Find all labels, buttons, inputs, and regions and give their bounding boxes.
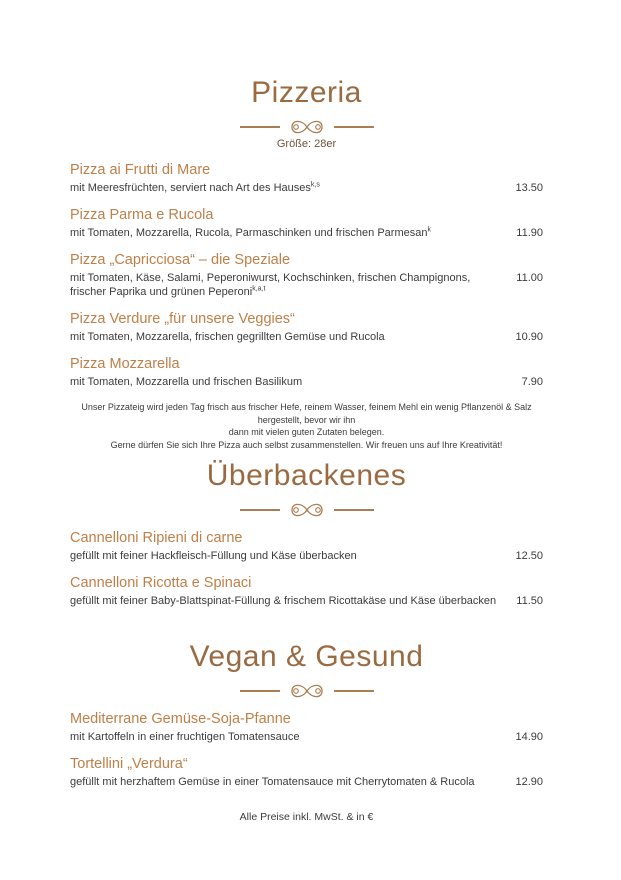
menu-item-price: 12.90 <box>515 776 543 788</box>
menu-item-description-text: gefüllt mit feiner Baby-Blattspinat-Füllung & frischem Ricottakäse und Käse überbacken <box>70 595 497 607</box>
menu-item <box>70 711 543 744</box>
menu-item-price: 13.50 <box>515 182 543 194</box>
menu-item-name: Pizza „Capricciosa“ – die Speziale <box>70 252 291 268</box>
menu-item-description-text: gefüllt mit feiner Hackfleisch-Füllung und Käse überbacken <box>70 550 357 562</box>
menu-item-row <box>70 271 543 285</box>
menu-item-description <box>70 594 499 608</box>
ornament-divider <box>70 682 543 700</box>
allergen-superscript: k <box>427 226 431 234</box>
dough-note-line: Unser Pizzateig wird jeden Tag frisch aus frischer Hefe, reinem Wasser, feinem Mehl ein wenig Pflanzenöl & Salz hergestellt, bevor wir ihn <box>81 402 532 425</box>
menu-item-name: Pizza Parma e Rucola <box>70 207 214 223</box>
menu-item-description-text: gefüllt mit herzhaftem Gemüse in einer Tomatensauce mit Cherrytomaten & Rucola <box>70 776 475 788</box>
menu-item <box>70 575 543 608</box>
ornament-divider <box>70 118 543 136</box>
menu-item-description <box>70 775 499 789</box>
menu-item-row <box>70 730 543 744</box>
infinity-flourish-icon <box>240 118 374 136</box>
section-title-ueberbackenes: Überbackenes <box>206 459 407 492</box>
menu-item-row <box>70 330 543 344</box>
infinity-flourish-icon <box>240 682 374 700</box>
menu-item-description <box>70 330 499 344</box>
dough-note <box>70 401 543 451</box>
menu-item-price: 14.90 <box>515 731 543 743</box>
section-ueberbackenes <box>70 459 543 608</box>
menu-item <box>70 756 543 789</box>
menu-item-description-text: frischer Paprika und grünen Peperoni <box>70 286 253 298</box>
menu-item-description-text: mit Meeresfrüchten, serviert nach Art des Hauses <box>70 182 311 194</box>
menu-item-description-text: mit Tomaten, Käse, Salami, Peperoniwurst, Kochschinken, frischen Champignons, <box>70 272 471 284</box>
size-subtitle: Größe: 28er <box>276 138 337 150</box>
menu-item-row <box>70 775 543 789</box>
dough-note-line: Gerne dürfen Sie sich Ihre Pizza auch selbst zusammenstellen. Wir freuen uns auf Ihre Kreativität! <box>110 439 503 450</box>
menu-item-row <box>70 181 543 195</box>
menu-item-name: Pizza Verdure „für unsere Veggies“ <box>70 311 295 327</box>
vegan-items <box>70 711 543 789</box>
menu-item <box>70 207 543 240</box>
pizzeria-items <box>70 162 543 389</box>
menu-item-price: 10.90 <box>515 331 543 343</box>
menu-item <box>70 252 543 299</box>
menu-item-name: Pizza Mozzarella <box>70 356 180 372</box>
menu-item-row <box>70 226 543 240</box>
menu-item-name: Tortellini „Verdura“ <box>70 756 188 772</box>
menu-item <box>70 356 543 389</box>
menu-item-price: 12.50 <box>515 550 543 562</box>
menu-item <box>70 530 543 563</box>
menu-item-description-text: mit Tomaten, Mozzarella, Rucola, Parmaschinken und frischen Parmesan <box>70 227 428 239</box>
menu-item-row <box>70 594 543 608</box>
ueberbackenes-items <box>70 530 543 608</box>
menu-item-description <box>70 271 499 285</box>
section-pizzeria <box>70 76 543 451</box>
menu-item-name: Pizza ai Frutti di Mare <box>70 162 211 178</box>
allergen-superscript: k,a,t <box>252 285 266 293</box>
infinity-flourish-icon <box>240 501 374 519</box>
menu-item-row <box>70 375 543 389</box>
menu-item-row <box>70 549 543 563</box>
section-title-pizzeria: Pizzeria <box>251 76 362 109</box>
menu-item-name: Mediterrane Gemüse-Soja-Pfanne <box>70 711 291 727</box>
section-title-vegan-gesund: Vegan & Gesund <box>189 640 424 673</box>
menu-item-price: 11.90 <box>516 227 543 239</box>
menu-item-price: 11.50 <box>516 595 543 607</box>
menu-item-description <box>70 181 499 195</box>
menu-item-description <box>70 549 499 563</box>
menu-item-description <box>70 730 499 744</box>
menu-item-name: Cannelloni Ricotta e Spinaci <box>70 575 252 591</box>
menu-item-name: Cannelloni Ripieni di carne <box>70 530 243 546</box>
menu-item-description <box>70 375 499 389</box>
ornament-divider <box>70 501 543 519</box>
menu-item-price: 7.90 <box>521 376 543 388</box>
price-disclaimer: Alle Preise inkl. MwSt. & in € <box>239 811 374 823</box>
menu-item <box>70 162 543 195</box>
menu-item-description-text: mit Tomaten, Mozzarella, frischen gegrillten Gemüse und Rucola <box>70 331 385 343</box>
menu-item <box>70 311 543 344</box>
section-vegan-gesund <box>70 640 543 789</box>
menu-item-price: 11.00 <box>516 272 543 284</box>
allergen-superscript: k,s <box>310 181 320 189</box>
menu-item-row <box>70 285 543 299</box>
menu-item-description-text: mit Kartoffeln in einer fruchtigen Tomatensauce <box>70 731 300 743</box>
menu-item-description-text: mit Tomaten, Mozzarella und frischen Basilikum <box>70 376 303 388</box>
menu-item-description <box>70 226 499 240</box>
dough-note-line: dann mit vielen guten Zutaten belegen. <box>228 427 385 437</box>
menu-item-description <box>70 285 543 299</box>
